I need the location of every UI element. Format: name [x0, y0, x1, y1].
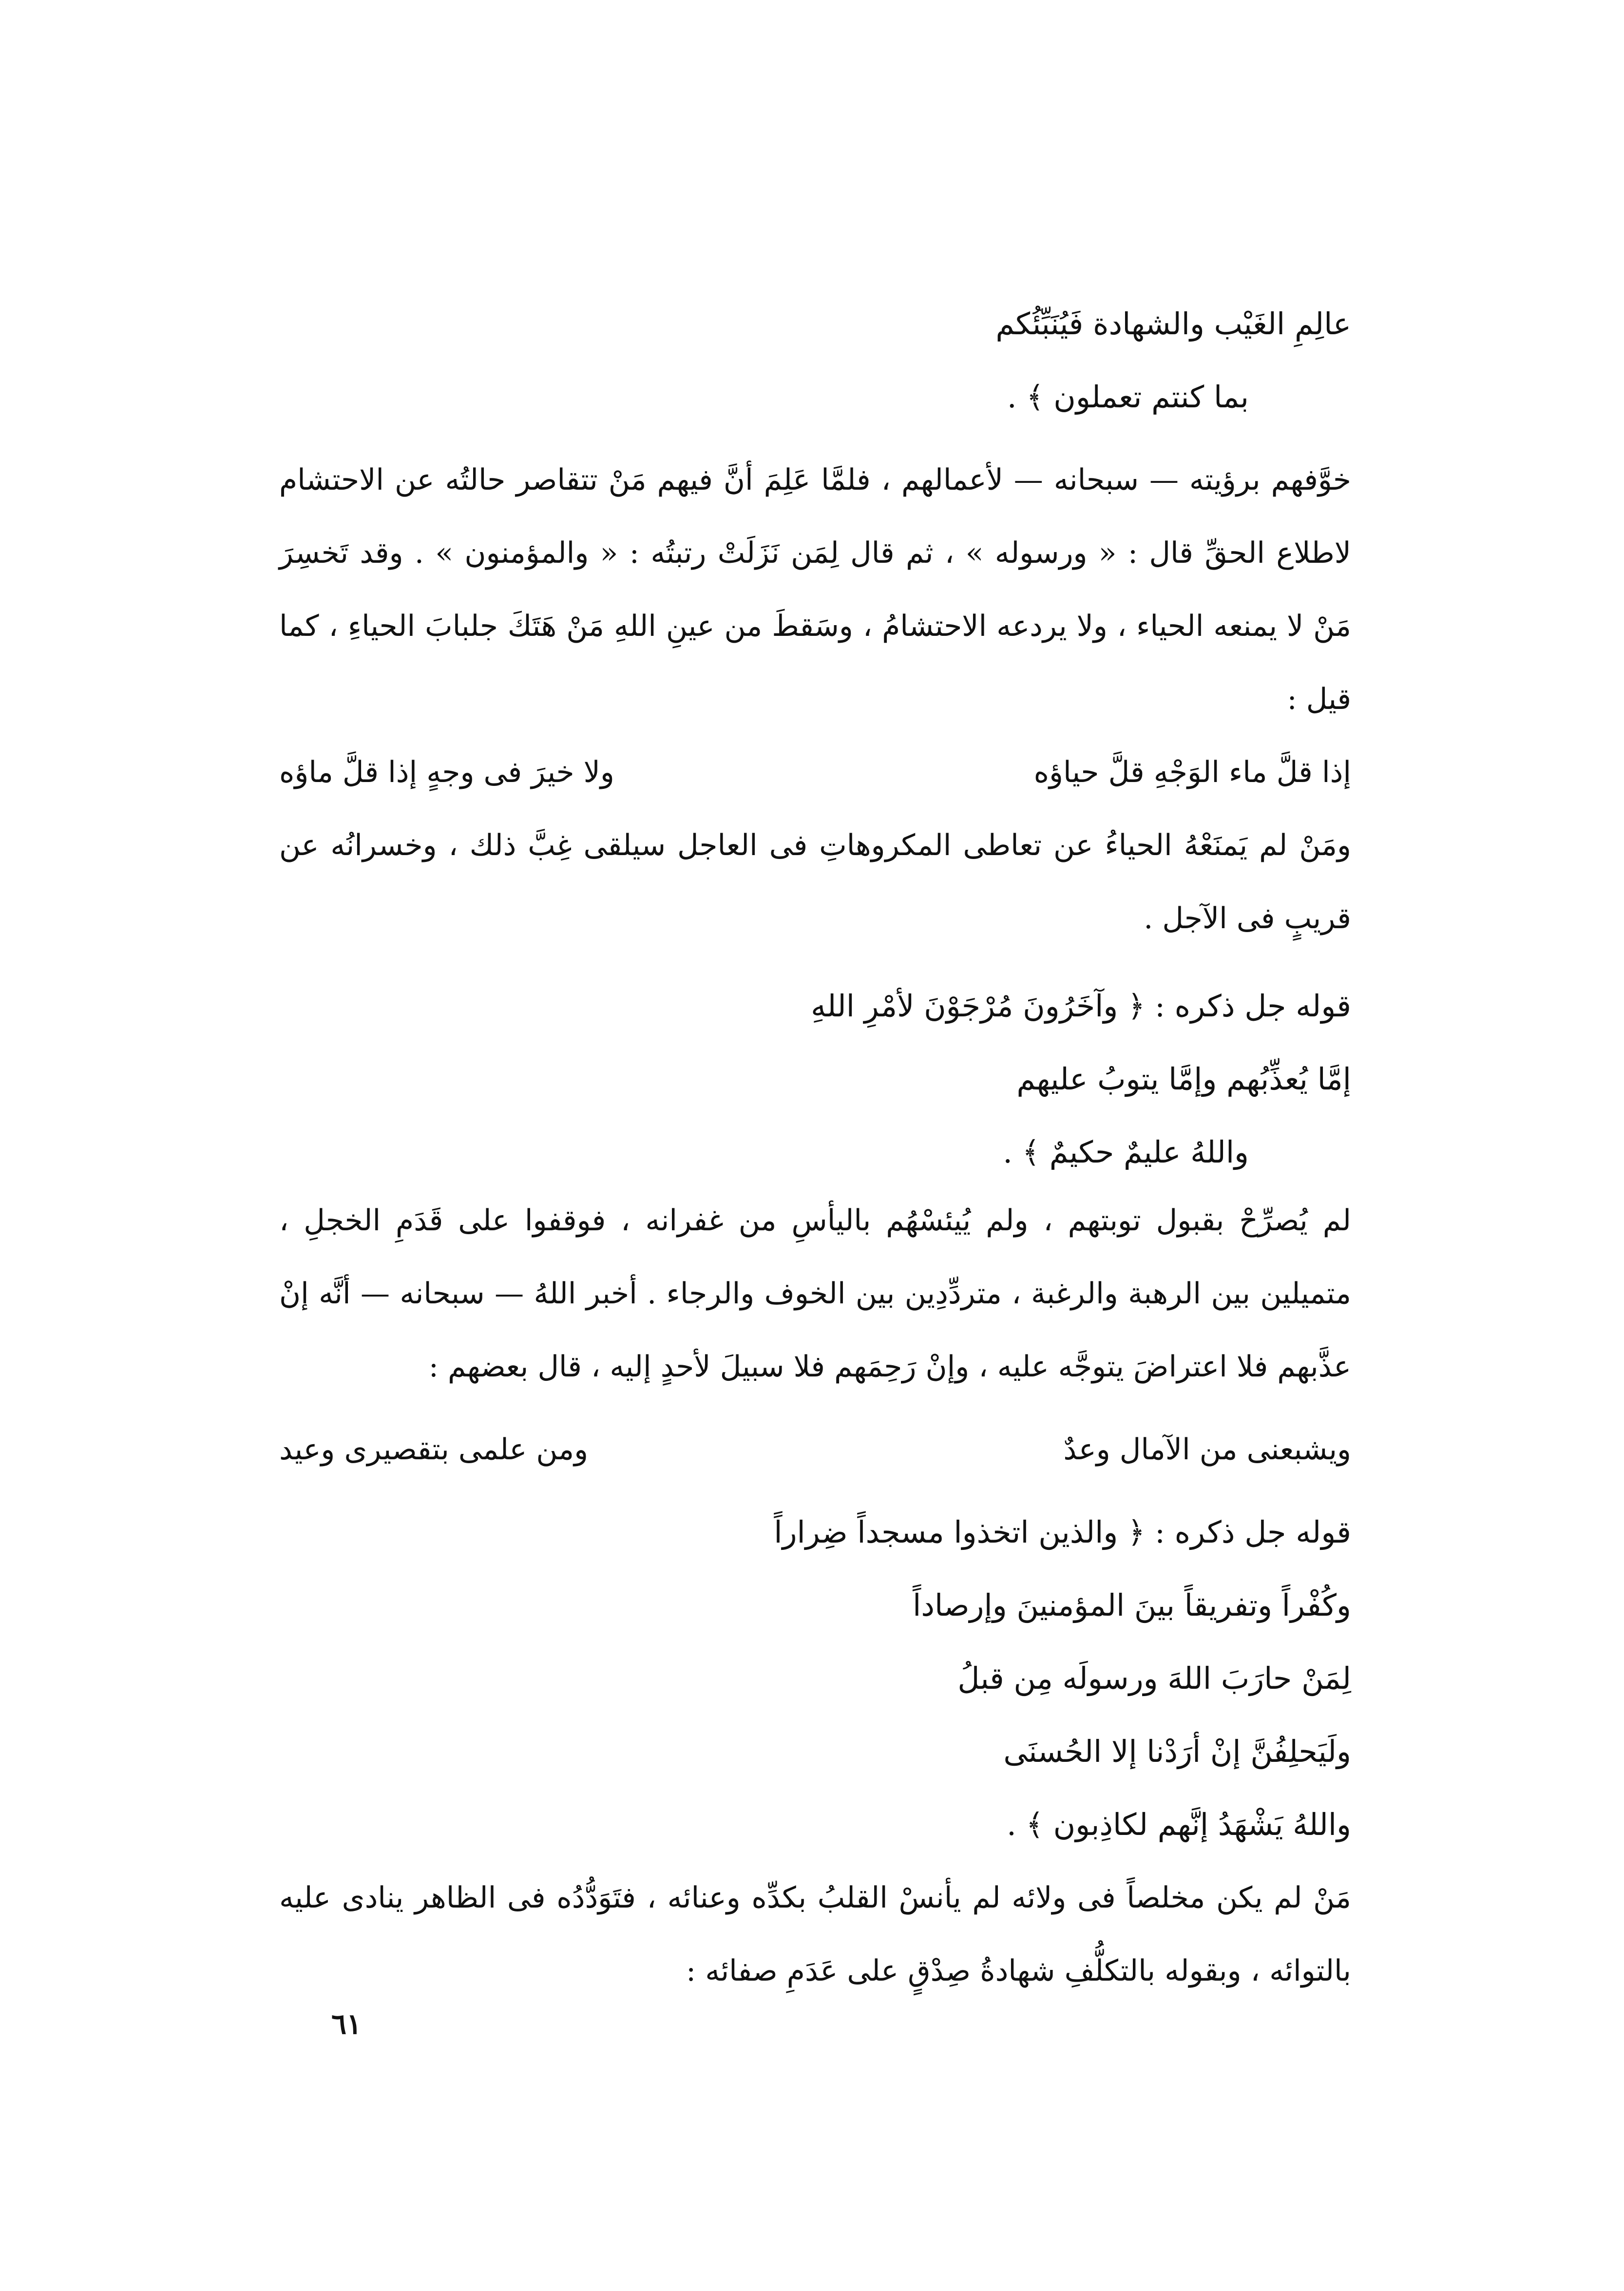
verse-line: بما كنتم تعملون ﴾ . [1007, 379, 1249, 415]
verse-line: قوله جل ذكره : ﴿ والذين اتخذوا مسجداً ضِراراً [774, 1514, 1351, 1550]
poem-hemistich-right: إذا قلَّ ماء الوَجْهِ قلَّ حياؤه [1033, 755, 1351, 789]
poem-hemistich-right: ويشبعنى من الآمال وعدٌ [1063, 1432, 1351, 1467]
poem-hemistich-left: ومن علمى بتقصيرى وعيد [279, 1432, 589, 1467]
verse-line: عالِمِ الغَيْب والشهادة فَيُنَبِّئُكم [995, 306, 1351, 342]
quran-verse-1 [279, 287, 1351, 434]
poem-hemistich-left: ولا خيرَ فى وجهٍ إذا قلَّ ماؤه [279, 755, 614, 789]
paragraph-3 [279, 1184, 1351, 1403]
verse-line: واللهُ يَشْهَدُ إنَّهم لكاذِبون ﴾ . [1007, 1807, 1351, 1842]
page-number: ٦١ [331, 2007, 362, 2041]
paragraph-2 [279, 809, 1351, 955]
quran-verse-3 [279, 1496, 1351, 1861]
quran-verse-2 [279, 970, 1351, 1189]
paragraph-4 [279, 1861, 1351, 2007]
verse-line: إمَّا يُعذِّبُهم وإمَّا يتوبُ عليهم [1016, 1061, 1351, 1097]
paragraph-1 [279, 443, 1351, 736]
paragraph-text: لم يُصرِّحْ بقبول توبتهم ، ولم يُيئسْهُم باليأسِ من غفرانه ، فوقفوا على قَدَمِ الخجلِ ، متميلين بين الرهبة والرغبة ، متردِّدِين بين الخوف والرجاء . أخبر اللهُ — سبحانه — أنَّه إنْ عذَّبهم فلا اعتراضَ يتوجَّه عليه ، وإنْ رَحِمَهم فلا سبيلَ لأحدٍ إليه ، قال بعضهم : [279, 1203, 1351, 1384]
verse-line: قوله جل ذكره : ﴿ وآخَرُونَ مُرْجَوْنَ لأمْرِ اللهِ [811, 988, 1351, 1024]
paragraph-text: مَنْ لم يكن مخلصاً فى ولائه لم يأنسْ القلبُ بكدِّه وعنائه ، فتَوَدُّدُه فى الظاهر ينادى عليه بالتوائه ، وبقوله بالتكلُّفِ شهادةُ صِدْقٍ على عَدَمِ صفائه : [279, 1881, 1351, 1988]
verse-line: ولَيَحلِفُنَّ إنْ أرَدْنا إلا الحُسنَى [1003, 1734, 1351, 1769]
verse-line: وكُفْراً وتفريقاً بينَ المؤمنينَ وإرصاداً [913, 1587, 1351, 1623]
paragraph-text: خوَّفهم برؤيته — سبحانه — لأعمالهم ، فلمَّا عَلِمَ أنَّ فيهم مَنْ تتقاصر حالتُه عن الاحتشام لاطلاع الحقِّ قال : « ورسوله » ، ثم قال لِمَن نَزَلَتْ رتبتُه : « والمؤمنون » . وقد تَخسِرَ مَنْ لا يمنعه الحياء ، ولا يردعه الاحتشامُ ، وسَقطَ من عينِ اللهِ مَنْ هَتَكَ جلبابَ الحياءِ ، كما قيل : [279, 463, 1351, 716]
verse-line: لِمَنْ حارَبَ اللهَ ورسولَه مِن قبلُ [957, 1661, 1351, 1696]
paragraph-text: ومَنْ لم يَمنَعْهُ الحياءُ عن تعاطى المكروهاتِ فى العاجل سيلقى غِبَّ ذلك ، وخسرانُه عن قريبٍ فى الآجل . [279, 828, 1351, 935]
verse-line: واللهُ عليمٌ حكيمٌ ﴾ . [1003, 1134, 1249, 1170]
